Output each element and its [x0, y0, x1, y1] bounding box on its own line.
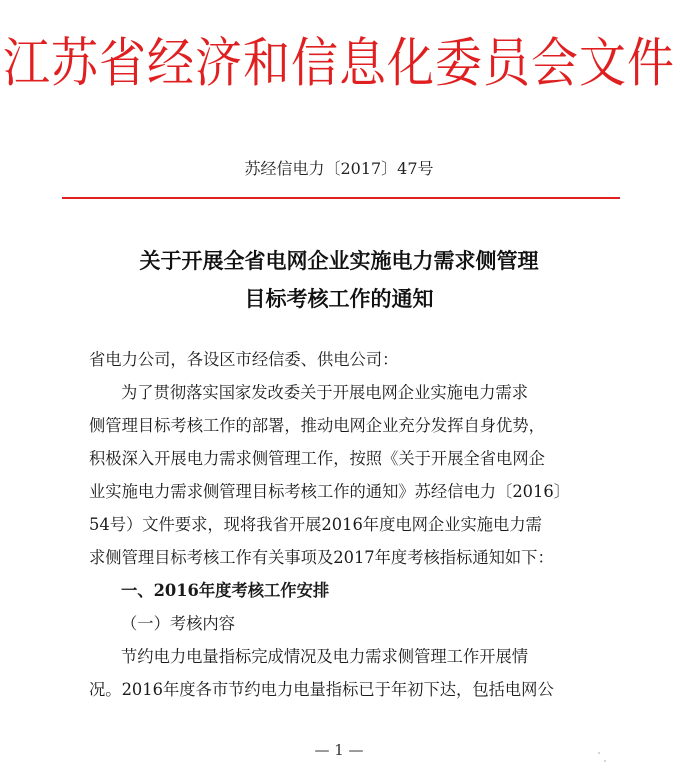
body-line: 54号）文件要求，现将我省开展2016年度电网企业实施电力需 [89, 515, 542, 534]
body-line: 积极深入开展电力需求侧管理工作，按照《关于开展全省电网企 [89, 449, 545, 468]
body-line: 求侧管理目标考核工作有关事项及2017年度考核指标通知如下： [89, 548, 554, 567]
notice-title-line-1: 关于开展全省电网企业实施电力需求侧管理 [139, 248, 539, 273]
document-number: 苏经信电力〔2017〕47号 [244, 159, 434, 178]
salutation: 省电力公司，各设区市经信委、供电公司： [89, 350, 399, 369]
notice-title [0, 242, 678, 318]
scan-speck [598, 752, 600, 754]
page-number: — 1 — [314, 741, 364, 759]
body-line: 节约电力电量指标完成情况及电力需求侧管理工作开展情 [121, 647, 529, 666]
scan-speck [604, 760, 606, 762]
subsection-heading: （一）考核内容 [121, 614, 235, 633]
body-line: 业实施电力需求侧管理目标考核工作的通知》苏经信电力〔2016〕 [89, 482, 571, 501]
body-line: 为了贯彻落实国家发改委关于开展电网企业实施电力需求 [121, 383, 529, 402]
red-divider-line [62, 197, 620, 199]
section-heading: 一、2016年度考核工作安排 [121, 581, 330, 600]
body-line: 况。2016年度各市节约电力电量指标已于年初下达，包括电网公 [89, 680, 554, 699]
body-line: 侧管理目标考核工作的部署，推动电网企业充分发挥自身优势， [89, 416, 545, 435]
notice-title-line-2: 目标考核工作的通知 [244, 286, 434, 311]
letterhead-title: 江苏省经济和信息化委员会文件 [3, 32, 675, 95]
